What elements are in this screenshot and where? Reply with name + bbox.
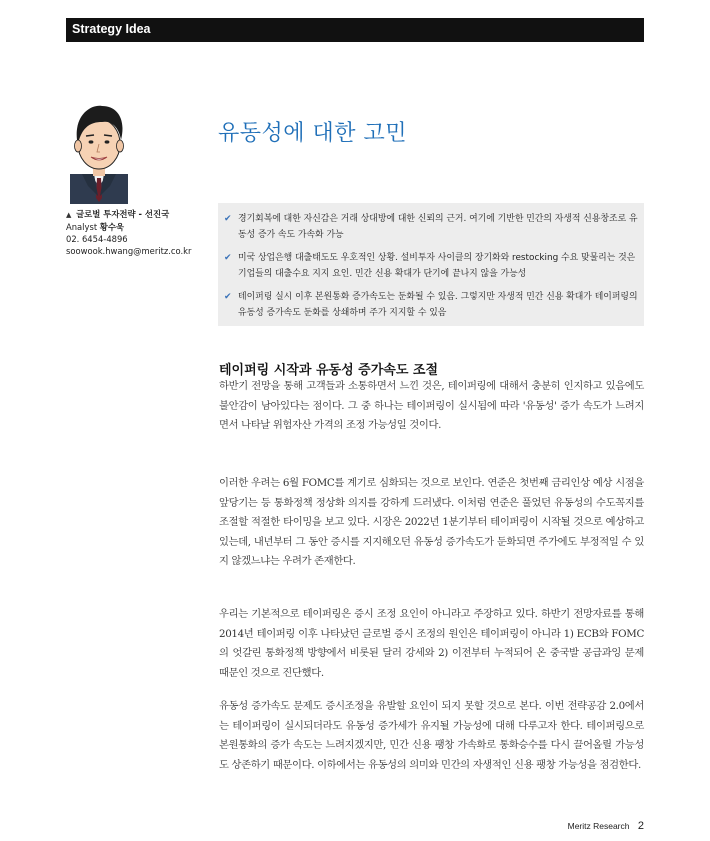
- analyst-portrait: [64, 100, 134, 204]
- summary-text: 경기회복에 대한 자신감은 거래 상대방에 대한 신뢰의 근거. 여기에 기반한 민간의 자생적 신용창조로 유동성 증가 속도 가속화 가능: [238, 214, 638, 240]
- header-bar: [66, 18, 644, 42]
- summary-item: [224, 290, 638, 321]
- summary-item: [224, 251, 638, 282]
- analyst-team-label: 글로벌 투자전략 - 선진국: [76, 209, 170, 219]
- analyst-email[interactable]: soowook.hwang@meritz.co.kr: [66, 246, 192, 256]
- body-paragraph: 하반기 전망을 통해 고객들과 소통하면서 느낀 것은, 테이퍼링에 대해서 충분히 인지하고 있음에도 불안감이 남아있다는 점이다. 그 중 하나는 테이퍼링이 실시됨에 따라 '유동성' 증가 속도가 느려지면서 나타날 위험자산 가격의 조정 가능성일 것이다.: [219, 380, 644, 431]
- analyst-name-line: [66, 221, 216, 233]
- triangle-icon: ▲: [66, 211, 72, 219]
- analyst-info: [66, 208, 216, 257]
- page-number: 2: [637, 820, 644, 832]
- checkmark-icon: ✔: [224, 253, 232, 263]
- summary-item: [224, 212, 638, 243]
- analyst-name: 황수욱: [99, 222, 125, 232]
- checkmark-icon: ✔: [224, 292, 232, 302]
- section-title: 테이퍼링 시작과 유동성 증가속도 조절: [219, 363, 439, 378]
- header-label: Strategy Idea: [72, 22, 151, 36]
- body-paragraph: 우리는 기본적으로 테이퍼링은 증시 조정 요인이 아니라고 주장하고 있다. 하반기 전망자료를 통해 2014년 테이퍼링 이후 나타났던 글로벌 증시 조정의 원인은 테이퍼링이 아니라 1) ECB와 FOMC의 엇갈린 통화정책 방향에서 비롯된 달러 강세와 2) 이전부터 누적되어 온 중국발 공급과잉 문제 때문인 것으로 진단했다.: [219, 608, 644, 679]
- page-title: 유동성에 대한 고민: [218, 121, 408, 146]
- summary-text: 테이퍼링 실시 이후 본원통화 증가속도는 둔화될 수 있음. 그렇지만 자생적 민간 신용 확대가 테이퍼링의 유동성 증가속도 둔화를 상쇄하며 주가 지지할 수 있음: [238, 292, 638, 318]
- footer-brand: Meritz Research: [567, 821, 630, 831]
- analyst-phone: 02. 6454-4896: [66, 234, 128, 244]
- summary-text: 미국 상업은행 대출태도도 우호적인 상황. 설비투자 사이클의 장기화와 restocking 수요 맞물리는 것은 기업들의 대출수요 지지 요인. 민간 신용 확대가 단기에 끝나지 않을 가능성: [238, 253, 636, 279]
- checkmark-icon: ✔: [224, 214, 232, 224]
- analyst-team: [66, 208, 216, 221]
- body-paragraph: 유동성 증가속도 문제도 증시조정을 유발할 요인이 되지 못할 것으로 본다. 이번 전략공감 2.0에서는 테이퍼링이 실시되더라도 유동성 증가세가 유지될 가능성에 대해 다루고자 한다. 테이퍼링으로 본원통화의 증가 속도는 느려지겠지만, 민간 신용 팽창 가속화로 통화승수를 다시 끌어올릴 가능성도 상존하기 때문이다. 이하에서는 유동성의 의미와 민간의 자생적인 신용 팽창 가능성을 점검한다.: [219, 700, 644, 771]
- body-paragraph: 이러한 우려는 6월 FOMC를 계기로 심화되는 것으로 보인다. 연준은 첫번째 금리인상 예상 시점을 앞당기는 등 통화정책 정상화 의지를 강하게 드러냈다. 이처럼 연준은 풀었던 유동성의 수도꼭지를 조절할 적절한 타이밍을 보고 있다. 시장은 2022년 1분기부터 테이퍼링이 시작될 것으로 예상하고 있는데, 내년부터 그 동안 증시를 지지해오던 유동성 증가속도가 둔화되면 주가에도 부정적일 수 있지 않겠느냐는 우려가 존재한다.: [219, 477, 644, 567]
- summary-box: [218, 203, 644, 326]
- footer: [568, 820, 644, 832]
- analyst-role: Analyst: [66, 222, 98, 232]
